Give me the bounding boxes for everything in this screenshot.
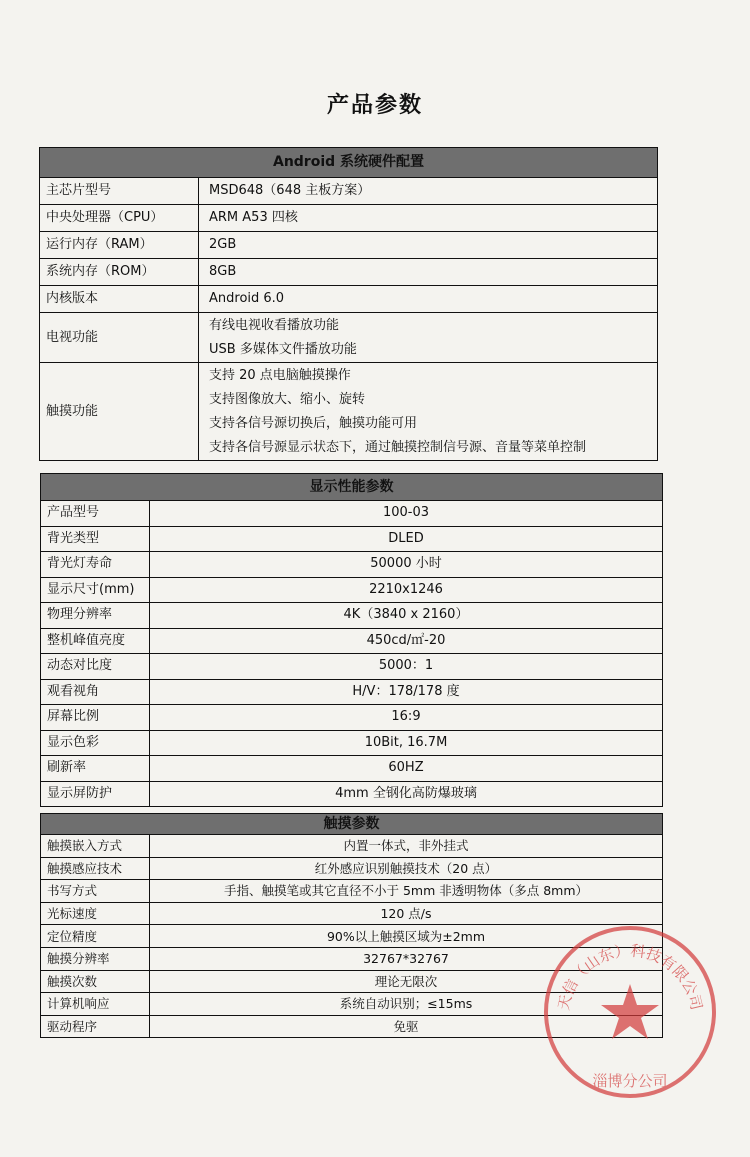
row-label: 触摸感应技术 xyxy=(41,857,150,880)
row-label: 观看视角 xyxy=(41,679,150,705)
row-label: 触摸嵌入方式 xyxy=(41,835,150,858)
row-value: 4K（3840 x 2160） xyxy=(150,603,663,629)
row-label: 书写方式 xyxy=(41,880,150,903)
row-value: Android 6.0 xyxy=(199,286,658,313)
row-value: 10Bit, 16.7M xyxy=(150,730,663,756)
row-value: 120 点/s xyxy=(150,902,663,925)
section-heading-hardware: Android 系统硬件配置 xyxy=(40,148,658,178)
value-line: 支持各信号源显示状态下，通过触摸控制信号源、音量等菜单控制 xyxy=(209,439,587,455)
seal-text-bottom: 淄博分公司 xyxy=(592,1072,668,1090)
row-value: 免驱 xyxy=(150,1015,663,1038)
table-row xyxy=(41,781,663,807)
table-row xyxy=(40,313,658,363)
row-label: 定位精度 xyxy=(41,925,150,948)
row-value: 内置一体式，非外挂式 xyxy=(150,835,663,858)
table-row xyxy=(41,577,663,603)
table-row xyxy=(41,501,663,527)
row-value: 系统自动识别；≤15ms xyxy=(150,993,663,1016)
row-value: ARM A53 四核 xyxy=(199,205,658,232)
table-row xyxy=(41,603,663,629)
row-value: 90%以上触摸区域为±2mm xyxy=(150,925,663,948)
row-label: 计算机响应 xyxy=(41,993,150,1016)
table-row xyxy=(40,232,658,259)
row-label: 背光类型 xyxy=(41,526,150,552)
row-label: 触摸功能 xyxy=(40,363,199,461)
table-row xyxy=(41,654,663,680)
row-value: 红外感应识别触摸技术（20 点） xyxy=(150,857,663,880)
row-value: 4mm 全钢化高防爆玻璃 xyxy=(150,781,663,807)
row-value: 手指、触摸笔或其它直径不小于 5mm 非透明物体（多点 8mm） xyxy=(150,880,663,903)
row-label: 物理分辨率 xyxy=(41,603,150,629)
row-value: 16:9 xyxy=(150,705,663,731)
table-row xyxy=(41,730,663,756)
row-value: 450cd/㎡-20 xyxy=(150,628,663,654)
row-label: 内核版本 xyxy=(40,286,199,313)
table-row xyxy=(41,526,663,552)
row-value: 60HZ xyxy=(150,756,663,782)
row-value: 5000：1 xyxy=(150,654,663,680)
hardware-config-table xyxy=(39,147,658,461)
row-value: 32767*32767 xyxy=(150,947,663,970)
row-label: 背光灯寿命 xyxy=(41,552,150,578)
section-heading-touch: 触摸参数 xyxy=(41,814,663,835)
row-label: 光标速度 xyxy=(41,902,150,925)
table-row xyxy=(41,756,663,782)
table-row xyxy=(41,880,663,903)
row-label: 整机峰值亮度 xyxy=(41,628,150,654)
table-row xyxy=(41,552,663,578)
row-value: 2GB xyxy=(199,232,658,259)
table-row xyxy=(41,857,663,880)
row-value: 8GB xyxy=(199,259,658,286)
row-label: 驱动程序 xyxy=(41,1015,150,1038)
row-value: 100-03 xyxy=(150,501,663,527)
row-label: 显示尺寸(mm) xyxy=(41,577,150,603)
row-label: 显示色彩 xyxy=(41,730,150,756)
row-label: 显示屏防护 xyxy=(41,781,150,807)
row-value xyxy=(199,363,658,461)
row-label: 产品型号 xyxy=(41,501,150,527)
table-row xyxy=(40,178,658,205)
value-line: 支持 20 点电脑触摸操作 xyxy=(209,367,351,383)
row-label: 屏幕比例 xyxy=(41,705,150,731)
table-row xyxy=(40,205,658,232)
row-value: 理论无限次 xyxy=(150,970,663,993)
row-label: 主芯片型号 xyxy=(40,178,199,205)
table-row xyxy=(41,679,663,705)
page-title: 产品参数 xyxy=(326,93,423,118)
row-label: 触摸分辨率 xyxy=(41,947,150,970)
table-row xyxy=(41,835,663,858)
row-value: MSD648（648 主板方案） xyxy=(199,178,658,205)
table-row xyxy=(40,259,658,286)
table-row xyxy=(41,705,663,731)
value-line: 支持各信号源切换后，触摸功能可用 xyxy=(209,415,418,431)
value-line: 有线电视收看播放功能 xyxy=(209,317,340,333)
row-value: 2210x1246 xyxy=(150,577,663,603)
company-seal xyxy=(540,922,720,1102)
section-heading-display: 显示性能参数 xyxy=(41,474,663,501)
table-row xyxy=(40,286,658,313)
table-row xyxy=(40,363,658,461)
seal-text-top: 天信（山东）科技有限公司 xyxy=(554,941,706,1012)
row-label: 系统内存（ROM） xyxy=(40,259,199,286)
value-line: USB 多媒体文件播放功能 xyxy=(209,341,357,357)
row-label: 动态对比度 xyxy=(41,654,150,680)
table-row xyxy=(41,628,663,654)
row-value: DLED xyxy=(150,526,663,552)
row-value xyxy=(199,313,658,363)
value-line: 支持图像放大、缩小、旋转 xyxy=(209,391,366,407)
seal-star-icon xyxy=(601,984,659,1039)
row-value: 50000 小时 xyxy=(150,552,663,578)
row-label: 刷新率 xyxy=(41,756,150,782)
row-label: 中央处理器（CPU） xyxy=(40,205,199,232)
row-value: H/V：178/178 度 xyxy=(150,679,663,705)
row-label: 运行内存（RAM） xyxy=(40,232,199,259)
row-label: 触摸次数 xyxy=(41,970,150,993)
row-label: 电视功能 xyxy=(40,313,199,363)
display-performance-table xyxy=(40,473,663,807)
